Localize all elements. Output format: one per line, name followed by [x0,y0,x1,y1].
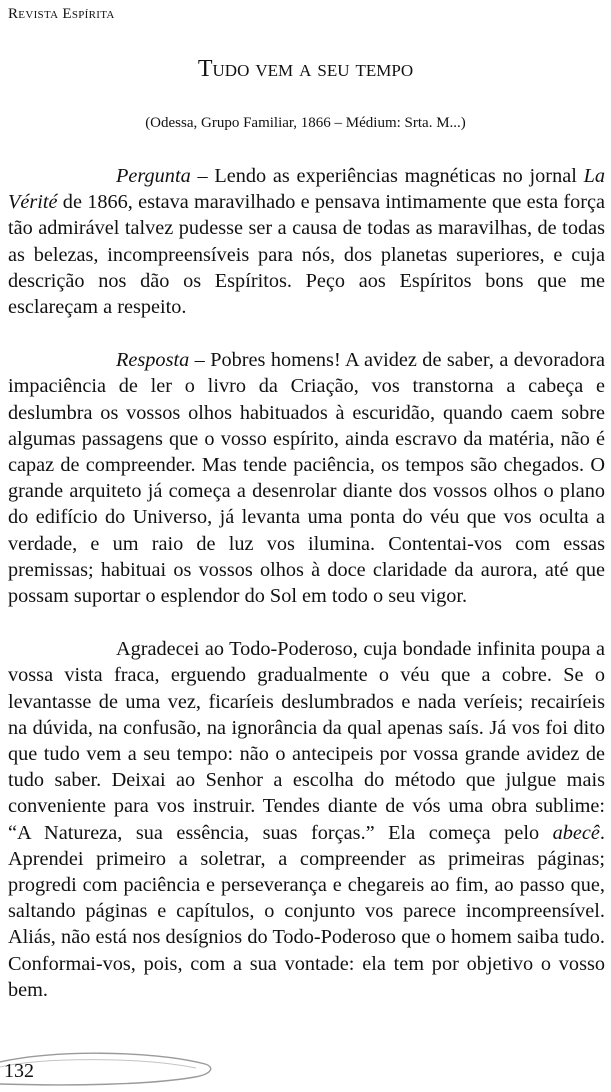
folio-swoosh-ornament [0,1040,240,1092]
paragraph-continuation [8,636,605,1003]
article-title: Tudo vem a seu tempo [197,56,414,82]
running-head: Revista Espírita [8,6,115,22]
continuation-text-2: . Aprendei primeiro a soletrar, a compreender as primeiras páginas; progredi com paciência e perseverança e chegareis ao fim, ao passo que, saltando páginas e capítulos, o conjunto vos parece incompreensível. Aliás, não está nos desígnios do Todo-Poderoso que o homem saiba tudo. Conformai-vos, pois, com a sua vontade: ela tem por objetivo o vosso bem. [8,821,605,1001]
question-lead: Pergunta [116,165,191,187]
question-text-1: – Lendo as experiências magnéticas no jornal [190,165,584,187]
paragraph-answer [8,347,605,609]
folio-area [0,1040,611,1092]
answer-lead: Resposta [116,349,190,372]
paragraph-question [8,163,605,320]
answer-text: – Pobres homens! A avidez de saber, a devoradora impaciência de ler o livro da Criação, vos transtorna a cabeça e deslumbra os vossos olhos habituados à escuridão, quando caem sobre algumas passagens que o vosso espírito, ainda escravo da matéria, não é capaz de compreender. Mas tende paciência, os tempos são chegados. O grande arquiteto já começa a desenrolar diante dos vossos olhos o plano do edifício do Universo, já levanta uma ponta do véu que vos oculta a verdade, e um raio de luz vos ilumina. Contentai-vos com essas premissas; habituai os vossos olhos à doce claridade da aurora, até que possam suportar o esplendor do Sol em todo o seu vigor. [8,349,605,608]
article-source: (Odessa, Grupo Familiar, 1866 – Médium: Srta. M...) [145,115,466,131]
question-text-2: de 1866, estava maravilhado e pensava intimamente que esta força tão admirável talvez pudesse ser a causa de todas as maravilhas, de todas as belezas, incompreensíveis para nós, dos planetas superiores, e cuja descrição nos dão os Espíritos. Peço aos Espíritos bons que me esclareçam a respeito. [8,191,605,319]
article-body [8,163,605,1003]
journal-title: La Vérité [8,165,605,214]
continuation-text-1: Agradecei ao Todo-Poderoso, cuja bondade infinita poupa a vossa vista fraca, erguendo gradualmente o véu que a cobre. Se o levantasse de uma vez, ficaríeis deslumbrados e nada veríeis; recairíeis na dúvida, na confusão, na ignorância da qual apenas saís. Já vos foi dito que tudo vem a seu tempo: não o antecipeis por vossa grande avidez de tudo saber. Deixai ao Senhor a escolha do método que julgue mais conveniente para vos instruir. Tendes diante de vós uma obra sublime: “A Natureza, sua essência, suas forças.” Ela começa pelo [8,638,605,844]
abece-term: abecê [552,821,600,844]
page-number: 132 [4,1060,34,1082]
